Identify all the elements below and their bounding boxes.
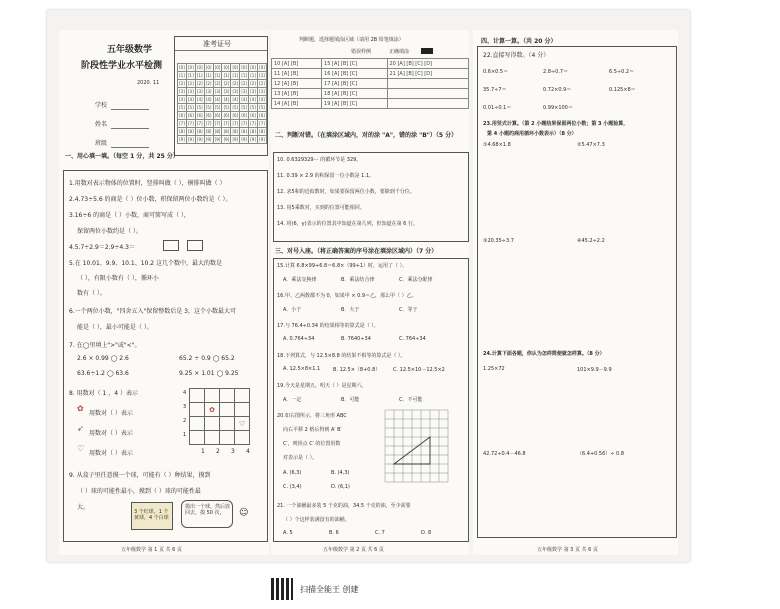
exam-id-digit-cell[interactable]: [9] xyxy=(205,137,212,142)
answer-cell[interactable]: 14 [A] [B] xyxy=(272,99,322,109)
exam-id-digit-cell[interactable]: [2] xyxy=(205,81,212,86)
exam-id-digit-cell[interactable]: [3] xyxy=(232,89,239,94)
question-7: 7. 在◯里填上">"或"<"。 xyxy=(69,342,141,349)
exam-id-digit-cell[interactable]: [5] xyxy=(188,105,194,110)
exam-id-digit-cell[interactable]: [6] xyxy=(179,113,185,118)
choice-16-c: C．等于 xyxy=(399,307,418,313)
choice-20-d: D. (6,1) xyxy=(331,484,350,490)
exam-id-digit-cell[interactable]: [8] xyxy=(205,129,212,134)
answer-cell[interactable]: 12 [A] [B] xyxy=(272,79,322,89)
exam-id-digit-cell[interactable]: [4] xyxy=(223,97,230,102)
exam-id-digit-cell[interactable]: [3] xyxy=(250,89,256,94)
answer-cell[interactable]: 10 [A] [B] xyxy=(272,59,322,69)
section-1-heading: 一、用心填一填。（每空 1 分，共 25 分） xyxy=(65,153,179,160)
question-23a: 23.用竖式计算。（第 2 小题结果保留两位小数；第 3 小题验算， xyxy=(483,121,629,127)
exam-id-digit-cell[interactable]: [2] xyxy=(188,81,194,86)
exam-id-digit-cell[interactable]: [2] xyxy=(250,81,256,86)
exam-id-digit-cell[interactable]: [9] xyxy=(214,137,221,142)
exam-id-digit-cell[interactable]: [0] xyxy=(188,65,194,70)
question-9b: （ ）球的可能性最小，摸到（ ）球的可能性最 xyxy=(77,488,201,495)
exam-id-digit-cell[interactable]: [1] xyxy=(205,73,212,78)
exam-id-digit-cell[interactable]: [9] xyxy=(223,137,230,142)
exam-id-title: 准考证号 xyxy=(203,40,231,48)
exam-id-digit-cell[interactable]: [1] xyxy=(188,73,194,78)
choice-20a: 20.如右图所示，将三角形 ABC xyxy=(277,413,347,419)
grid-y-1: 1 xyxy=(183,432,187,438)
exam-id-digit-cell[interactable]: [7] xyxy=(241,121,248,126)
choice-21-d: D. 8 xyxy=(421,530,432,536)
choice-19: 19.今天是星期五，明天（ ）是星期六。 xyxy=(277,383,367,389)
question-3b: 保留两位小数约是（ ）。 xyxy=(77,228,142,235)
choice-15: 15.计算 6.8×99+6.8＝6.8×（99+1）时，运用了（ ）。 xyxy=(277,263,408,269)
triangle-grid-figure xyxy=(379,408,459,488)
exam-id-digit-cell[interactable]: [0] xyxy=(205,65,212,70)
choice-21a: 21. 一个油桶最多装 5 千克的油，34.5 千克的油，至少需要 xyxy=(277,503,411,509)
exam-id-digit-cell[interactable]: [7] xyxy=(232,121,239,126)
grid-x-4: 4 xyxy=(246,448,250,455)
exam-id-digit-cell[interactable]: [8] xyxy=(188,129,194,134)
judge-11: 11. 0.39 × 2.9 的积保留一位小数是 1.1。 xyxy=(277,173,375,179)
judge-14: 14. 用(6，y)表示的位置其中知道在第几列，但知道在第 6 行。 xyxy=(277,221,418,227)
exam-id-digit-cell[interactable]: [9] xyxy=(196,137,203,142)
question-4: 4.5.7÷2.9＝2.9÷4.3＝ xyxy=(69,244,135,251)
exam-id-digit-cell[interactable]: [0] xyxy=(179,65,185,70)
question-8-grid: ✿ ♡ xyxy=(189,388,250,445)
school-label: 学校 xyxy=(95,102,108,109)
exam-id-digit-grid[interactable] xyxy=(177,63,267,144)
exam-id-digit-cell[interactable]: [1] xyxy=(232,73,239,78)
choice-20-b: B. (4,3) xyxy=(331,470,350,476)
exam-id-digit-cell[interactable]: [3] xyxy=(196,89,203,94)
exam-id-digit-cell[interactable]: [9] xyxy=(259,137,265,142)
answer-cell[interactable]: 19 [A] [B] [C] xyxy=(322,99,387,109)
exam-id-digit-cell[interactable]: [9] xyxy=(188,137,194,142)
judge-10: 10. 0.6329329⋯ 的循环节是 329。 xyxy=(277,157,362,163)
q24-item-2: 101×9.9－9.9 xyxy=(577,367,612,373)
grid-y-4: 4 xyxy=(183,390,187,396)
choice-16: 16.甲、乙两数都不为 0，如果甲 × 0.9＝乙，那么甲（ ）乙。 xyxy=(277,293,417,299)
watermark-text: 扫描全能王 创建 xyxy=(300,585,359,594)
exam-id-digit-cell[interactable]: [7] xyxy=(196,121,203,126)
exam-id-digit-cell[interactable]: [6] xyxy=(205,113,212,118)
exam-id-digit-cell[interactable]: [4] xyxy=(214,97,221,102)
answer-cell[interactable]: 21 [A] [B] [C] [D] xyxy=(387,69,469,79)
choice-18-a: A. 12.5×8×1.1 xyxy=(283,366,321,372)
exam-id-digit-cell[interactable]: [9] xyxy=(232,137,239,142)
q24-item-3: 42.72÷0.4－46.8 xyxy=(483,451,526,457)
choice-17: 17.与 76.4÷0.34 的结果相等的算式是（ ）。 xyxy=(277,323,379,329)
wrong-sample-label: 错误样例 xyxy=(351,49,372,55)
exam-id-digit-cell[interactable]: [6] xyxy=(241,113,248,118)
answer-box-4b[interactable] xyxy=(187,240,203,251)
question-5a: 5.在 10.01、9.9、10.1、10.2 这几个数中，最大的数是 xyxy=(69,260,222,267)
speech-text: 摸出一个球，然后放回去，摸 50 次， xyxy=(185,504,231,516)
choice-15-c: C．乘法分配律 xyxy=(399,277,433,283)
choice-15-a: A．乘法交换律 xyxy=(283,277,317,283)
exam-id-digit-cell[interactable]: [7] xyxy=(188,121,194,126)
exam-id-digit-cell[interactable]: [0] xyxy=(241,65,248,70)
exam-id-digit-cell[interactable]: [6] xyxy=(250,113,256,118)
exam-id-digit-cell[interactable]: [5] xyxy=(250,105,256,110)
exam-id-digit-cell[interactable]: [8] xyxy=(179,129,185,134)
q22-r1c1: 0.6×0.5＝ xyxy=(483,69,509,75)
judge-12: 12. 求5和的近似数时，如果要保留两位小数，要除到千分位。 xyxy=(277,189,415,195)
exam-id-digit-cell[interactable]: [4] xyxy=(196,97,203,102)
question-1: 1.用数对表示物体的位置时，竖排叫做（ ），横排叫做（ ） xyxy=(69,180,226,187)
choice-21b: （ ）个这样装满没有的油桶。 xyxy=(283,517,350,523)
exam-id-digit-cell[interactable]: [0] xyxy=(214,65,221,70)
q22-r3c1: 0.01÷0.1＝ xyxy=(483,105,512,111)
question-24: 24.计算下面各题，你认为怎样简便就怎样算。（8 分） xyxy=(483,351,605,357)
choice-18-c: C. 12.5×10－12.5×2 xyxy=(393,367,445,373)
name-label: 姓名 xyxy=(95,121,108,128)
exam-id-digit-cell[interactable]: [7] xyxy=(179,121,185,126)
question-2: 2.4.73÷5.6 的商是（ ）位小数，积保留两位小数约是（ ）。 xyxy=(69,196,232,203)
question-6a: 6.一个两位小数，"四舍五入"保留整数后是 3，这个小数最大可 xyxy=(69,308,236,315)
exam-id-digit-cell[interactable]: [5] xyxy=(179,105,185,110)
exam-id-digit-cell[interactable]: [1] xyxy=(223,73,230,78)
exam-id-digit-cell[interactable]: [0] xyxy=(223,65,230,70)
exam-id-digit-cell[interactable]: [9] xyxy=(241,137,248,142)
exam-id-digit-cell[interactable]: [7] xyxy=(259,121,265,126)
correct-fill-sample xyxy=(421,48,433,54)
page-1-footer: 五年级数学 第 1 页 共 6 页 xyxy=(121,547,182,553)
exam-id-digit-cell[interactable]: [2] xyxy=(259,81,265,86)
question-5b: （ ），有限小数有（ ），循环小 xyxy=(77,275,159,282)
question-7-r1a: 2.6 × 0.99 ◯ 2.6 xyxy=(77,355,129,362)
answer-cell[interactable] xyxy=(387,99,469,109)
class-label: 班级 xyxy=(95,140,108,147)
exam-id-digit-cell[interactable]: [4] xyxy=(205,97,212,102)
choice-19-b: B．可能 xyxy=(341,397,360,403)
exam-subtitle: 阶段性学业水平检测 xyxy=(81,61,163,71)
answer-cell[interactable]: 18 [A] [B] [C] xyxy=(322,89,387,99)
choice-20c: C′，则顶点 C′ 的位置用数 xyxy=(283,441,341,447)
exam-id-digit-cell[interactable]: [0] xyxy=(232,65,239,70)
flower-icon: ✿ xyxy=(77,404,84,413)
exam-id-digit-cell[interactable]: [6] xyxy=(223,113,230,118)
question-9c: 大。 xyxy=(77,504,90,511)
correct-fill-label: 正确填涂 xyxy=(389,49,410,55)
exam-id-digit-cell[interactable]: [5] xyxy=(223,105,230,110)
exam-id-digit-cell[interactable]: [5] xyxy=(214,105,221,110)
question-9a: 9. 从盒子里任意摸一个球，可能有（ ）种结果，摸到 xyxy=(69,472,211,479)
choice-20b: 向右平移 2 格后得到 A′ B′ xyxy=(283,427,342,433)
exam-id-digit-cell[interactable]: [2] xyxy=(179,81,185,86)
exam-id-digit-cell[interactable]: [8] xyxy=(241,129,248,134)
choice-19-c: C．不可能 xyxy=(399,397,423,403)
exam-id-digit-cell[interactable]: [0] xyxy=(196,65,203,70)
question-8c: 用数对（ ）表示 xyxy=(89,450,133,457)
section-3-frame xyxy=(273,258,469,542)
q22-r3c2: 0.99×100＝ xyxy=(543,105,573,111)
page-1 xyxy=(59,30,269,555)
choice-18: 18.下列算式，与 12.5×8.8 的结果不相等的算式是（ ）。 xyxy=(277,353,406,359)
exam-id-digit-cell[interactable]: [8] xyxy=(250,129,256,134)
exam-id-digit-cell[interactable]: [4] xyxy=(259,97,265,102)
exam-id-digit-cell[interactable]: [4] xyxy=(188,97,194,102)
ball-box-text: 3 个红球，1 个黄球，4 个白球 xyxy=(134,509,169,521)
section-4-heading: 四、计算一算。（共 20 分） xyxy=(481,38,557,45)
exam-id-digit-cell[interactable]: [4] xyxy=(250,97,256,102)
exam-id-digit-cell[interactable]: [2] xyxy=(214,81,221,86)
choice-20-a: A. (6,3) xyxy=(283,470,302,476)
exam-id-box xyxy=(174,36,268,156)
page-3-footer: 五年级数学 第 3 页 共 6 页 xyxy=(537,547,598,553)
choice-21-c: C. 7 xyxy=(375,530,385,536)
answer-box-4a[interactable] xyxy=(163,240,179,251)
choice-21-a: A. 5 xyxy=(283,530,293,536)
choice-15-b: B．乘法结合律 xyxy=(341,277,375,283)
exam-id-digit-cell[interactable]: [5] xyxy=(205,105,212,110)
exam-id-digit-cell[interactable]: [7] xyxy=(223,121,230,126)
q23-item-3: ③20.35÷3.7 xyxy=(483,238,514,244)
grid-x-2: 2 xyxy=(216,448,220,455)
question-7-r2b: 9.25 × 1.01 ◯ 9.25 xyxy=(179,370,239,377)
exam-id-digit-cell[interactable]: [4] xyxy=(241,97,248,102)
choice-19-a: A．一定 xyxy=(283,397,302,403)
exam-id-digit-cell[interactable]: [6] xyxy=(259,113,265,118)
exam-id-digit-cell[interactable]: [7] xyxy=(205,121,212,126)
student-icon: ☺ xyxy=(239,508,249,518)
exam-id-digit-cell[interactable]: [7] xyxy=(250,121,256,126)
exam-id-digit-cell[interactable]: [6] xyxy=(214,113,221,118)
choice-17-a: A. 0.764÷34 xyxy=(283,336,315,342)
q22-r1c2: 2.8÷0.7＝ xyxy=(543,69,569,75)
section-2-frame xyxy=(273,152,469,242)
apple-icon: ♡ xyxy=(77,444,85,453)
answer-cell[interactable]: 16 [A] [B] [C] xyxy=(322,69,387,79)
exam-id-digit-cell[interactable]: [1] xyxy=(196,73,203,78)
q23-item-1: ①4.68×1.8 xyxy=(483,142,511,148)
exam-id-digit-cell[interactable]: [1] xyxy=(250,73,256,78)
exam-id-digit-cell[interactable]: [2] xyxy=(223,81,230,86)
exam-id-digit-cell[interactable]: [5] xyxy=(241,105,248,110)
page-2 xyxy=(271,30,469,555)
grid-y-3: 3 xyxy=(183,404,187,410)
exam-id-digit-cell[interactable]: [1] xyxy=(214,73,221,78)
exam-id-digit-cell[interactable]: [8] xyxy=(259,129,265,134)
exam-id-digit-cell[interactable]: [4] xyxy=(179,97,185,102)
q22-r2c3: 0.125×8＝ xyxy=(609,87,636,93)
grid-x-3: 3 xyxy=(231,448,235,455)
q23-item-4: ④45.2÷2.2 xyxy=(577,238,605,244)
exam-date: 2020. 11 xyxy=(137,80,160,86)
choice-20-c: C. (3,4) xyxy=(283,484,302,490)
exam-id-digit-cell[interactable]: [9] xyxy=(179,137,185,142)
exam-id-digit-cell[interactable]: [1] xyxy=(241,73,248,78)
exam-title: 五年级数学 xyxy=(107,45,153,55)
exam-id-digit-cell[interactable]: [0] xyxy=(259,65,265,70)
exam-id-digit-cell[interactable]: [3] xyxy=(179,89,185,94)
exam-id-digit-cell[interactable]: [8] xyxy=(223,129,230,134)
question-6b: 能是（ ），最小可能是（ ）。 xyxy=(77,324,153,331)
exam-id-digit-cell[interactable]: [3] xyxy=(205,89,212,94)
exam-id-digit-cell[interactable]: [3] xyxy=(223,89,230,94)
fill-area-header: 判断题，选择题填涂区域（请用 2B 铅笔填涂） xyxy=(299,37,404,43)
exam-id-digit-cell[interactable]: [6] xyxy=(188,113,194,118)
question-8: 8. 用数对（ 1 ，4 ）表示 xyxy=(69,390,138,397)
q24-item-1: 1.25×72 xyxy=(483,366,505,372)
exam-id-digit-cell[interactable]: [5] xyxy=(232,105,239,110)
exam-id-digit-cell[interactable]: [3] xyxy=(259,89,265,94)
q22-r2c1: 35.7÷7＝ xyxy=(483,87,507,93)
question-5c: 数有（ ）。 xyxy=(77,290,106,297)
question-7-r2a: 63.6÷1.2 ◯ 63.6 xyxy=(77,370,129,377)
bird-icon: ➶ xyxy=(77,424,84,433)
grid-x-1: 1 xyxy=(201,448,205,455)
exam-id-digit-cell[interactable]: [4] xyxy=(232,97,239,102)
q24-item-4: （6.4+0.56）÷ 0.8 xyxy=(577,451,625,457)
page-2-footer: 五年级数学 第 2 页 共 6 页 xyxy=(323,547,384,553)
exam-id-digit-cell[interactable]: [1] xyxy=(179,73,185,78)
exam-id-digit-cell[interactable]: [2] xyxy=(232,81,239,86)
exam-id-digit-cell[interactable]: [7] xyxy=(214,121,221,126)
answer-fill-grid[interactable] xyxy=(271,58,469,109)
exam-id-digit-cell[interactable]: [1] xyxy=(259,73,265,78)
q22-r1c3: 6.5÷0.2＝ xyxy=(609,69,635,75)
exam-id-digit-cell[interactable]: [8] xyxy=(196,129,203,134)
exam-id-digit-cell[interactable]: [5] xyxy=(196,105,203,110)
answer-cell[interactable]: 17 [A] [B] [C] xyxy=(322,79,387,89)
question-7-r1b: 65.2 ÷ 0.9 ◯ 65.2 xyxy=(179,355,235,362)
exam-id-digit-cell[interactable]: [8] xyxy=(232,129,239,134)
choice-16-a: A．小于 xyxy=(283,307,302,313)
exam-id-digit-cell[interactable]: [2] xyxy=(241,81,248,86)
exam-id-digit-cell[interactable]: [9] xyxy=(250,137,256,142)
question-8b: 用数对（ ）表示 xyxy=(89,430,133,437)
exam-id-digit-cell[interactable]: [0] xyxy=(250,65,256,70)
section-2-heading: 二、判断对错。（在填涂区域内，对的涂 "A"，错的涂 "B"）（5 分） xyxy=(275,132,458,139)
answer-cell[interactable]: 15 [A] [B] [C] xyxy=(322,59,387,69)
exam-id-digit-cell[interactable]: [2] xyxy=(196,81,203,86)
exam-id-digit-cell[interactable]: [8] xyxy=(214,129,221,134)
q23-item-2: ②5.47×7.3 xyxy=(577,142,605,148)
qr-code-icon xyxy=(271,578,293,600)
judge-13: 13. 用5乘数对，买到的位置可能相同。 xyxy=(277,205,365,211)
choice-21-b: B. 6 xyxy=(329,530,339,536)
section-3-heading: 三、对号入座。（将正确答案的序号涂在填涂区域内）（7 分） xyxy=(275,248,438,255)
answer-cell[interactable] xyxy=(387,79,469,89)
ball-box xyxy=(131,502,173,530)
q22-r2c2: 0.72×0.9＝ xyxy=(543,87,572,93)
exam-id-digit-cell[interactable]: [3] xyxy=(214,89,221,94)
exam-id-digit-cell[interactable]: [3] xyxy=(188,89,194,94)
question-3a: 3.16÷6 的商是（ ）小数，商可简写成（ ）， xyxy=(69,212,190,219)
exam-id-digit-cell[interactable]: [3] xyxy=(241,89,248,94)
scanned-exam-sheet xyxy=(47,10,690,562)
exam-id-digit-cell[interactable]: [6] xyxy=(232,113,239,118)
grid-y-2: 2 xyxy=(183,418,187,424)
choice-20d: 对表示是（ ）。 xyxy=(283,455,318,461)
exam-id-digit-cell[interactable]: [6] xyxy=(196,113,203,118)
exam-id-digit-cell[interactable]: [5] xyxy=(259,105,265,110)
choice-17-b: B. 7640÷34 xyxy=(341,336,371,342)
speech-bubble xyxy=(181,500,233,528)
question-23b: 第 4 小题的商用循环小数表示）（8 分） xyxy=(487,131,577,137)
question-8a: 用数对（ ）表示 xyxy=(89,410,133,417)
answer-cell[interactable]: 11 [A] [B] xyxy=(272,69,322,79)
choice-17-c: C. 764÷34 xyxy=(399,336,426,342)
choice-16-b: B．大于 xyxy=(341,307,360,313)
choice-18-b: B. 12.5×（8+0.8） xyxy=(333,367,381,373)
answer-cell[interactable]: 20 [A] [B] [C] [D] xyxy=(387,59,469,69)
answer-cell[interactable]: 13 [A] [B] xyxy=(272,89,322,99)
page-3 xyxy=(473,30,678,555)
question-22: 22.直接写得数。（4 分） xyxy=(483,52,550,59)
answer-cell[interactable] xyxy=(387,89,469,99)
